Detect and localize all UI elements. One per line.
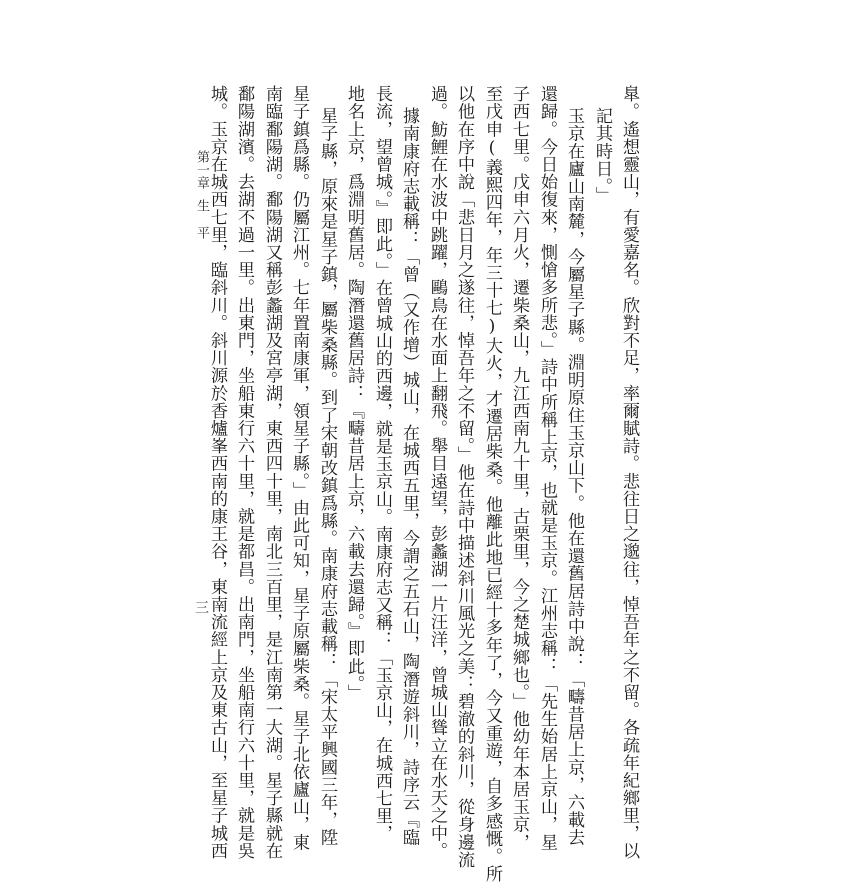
text-column-11: 地名上京，爲淵明舊居。陶潛還舊居詩：『疇昔居上京，六載去還歸。』即此。」 — [344, 85, 364, 702]
text-column-1: 臯。遙想靈山，有愛嘉名。欣對不足，率爾賦詩。悲往日之邈往，悼吾年之不留。各疏年紀鄉里，以 — [619, 85, 639, 860]
text-column-14: 南臨鄱陽湖。鄱陽湖又稱彭蠡湖及宮亭湖，東西四十里，南北三百里，是江南第一大湖。星子縣就在 — [262, 85, 282, 860]
text-column-13: 星子鎮爲縣。仍屬江州。七年置南康軍，領星子縣。」由此可知，星子原屬柴桑。星子北依廬山，東 — [289, 85, 309, 851]
text-column-5: 子西七里。戊申六月火，遷柴桑山，九江西南九十里，古栗里，今之楚城鄉也。」他幼年本居玉京， — [509, 85, 529, 851]
running-head — [193, 150, 209, 253]
text-column-16: 城。玉京在城西七里，臨斜川。斜川源於香爐峯西南的康王谷，東南流經上京及東古山，至星子城西 — [207, 85, 227, 860]
text-column-12: 星子縣，原來是星子鎮，屬柴桑縣。到了宋朝改鎮爲縣。南康府志載稱：「宋太平興國三年，陞 — [317, 107, 337, 847]
text-column-15: 鄱陽湖濱。去湖不過一里。出東門，坐船東行六十里，就是都昌。出南門，坐船南行六十里，就是吳 — [234, 85, 254, 860]
text-column-3: 玉京在廬山南麓，今屬星子縣。淵明原住玉京山下。他在還舊居詩中說：「疇昔居上京，六載去 — [564, 107, 584, 847]
text-column-10: 長流，望曾城。』即此。」在曾城山的西邊，就是玉京山。南康府志又稱：「玉京山，在城西七里， — [372, 85, 392, 843]
running-head-title: 生平 — [194, 199, 209, 253]
running-head-chapter: 第一章 — [194, 150, 209, 189]
text-column-6: 至戊申(義熙四年，年三十七)大火，才遷居柴桑。他離此地已經十多年了，今又重遊，自多感慨。所 — [482, 85, 502, 883]
text-column-4: 還歸。今日始復來，惻愴多所悲。」詩中所稱上京，也就是玉京。江州志稱：「先生始居上京山，星 — [537, 85, 557, 851]
text-column-7: 以他在序中說「悲日月之遂往，悼吾年之不留。」他在詩中描述斜川風光之美：碧澈的斜川，從身邊流 — [454, 85, 474, 869]
page-number: 三 — [193, 600, 209, 614]
text-column-8: 過。魴鯉在水波中跳躍，鷗鳥在水面上翻飛。舉目遠望，彭蠡湖一片汪洋，曾城山聳立在水天之中。 — [427, 85, 447, 860]
text-column-2: 記其時日。」 — [592, 107, 612, 204]
text-column-9: 據南康府志載稱：「曾（又作增）城山，在城西五里，今謂之五石山，陶潛遊斜川，詩序云『臨 — [399, 107, 419, 847]
